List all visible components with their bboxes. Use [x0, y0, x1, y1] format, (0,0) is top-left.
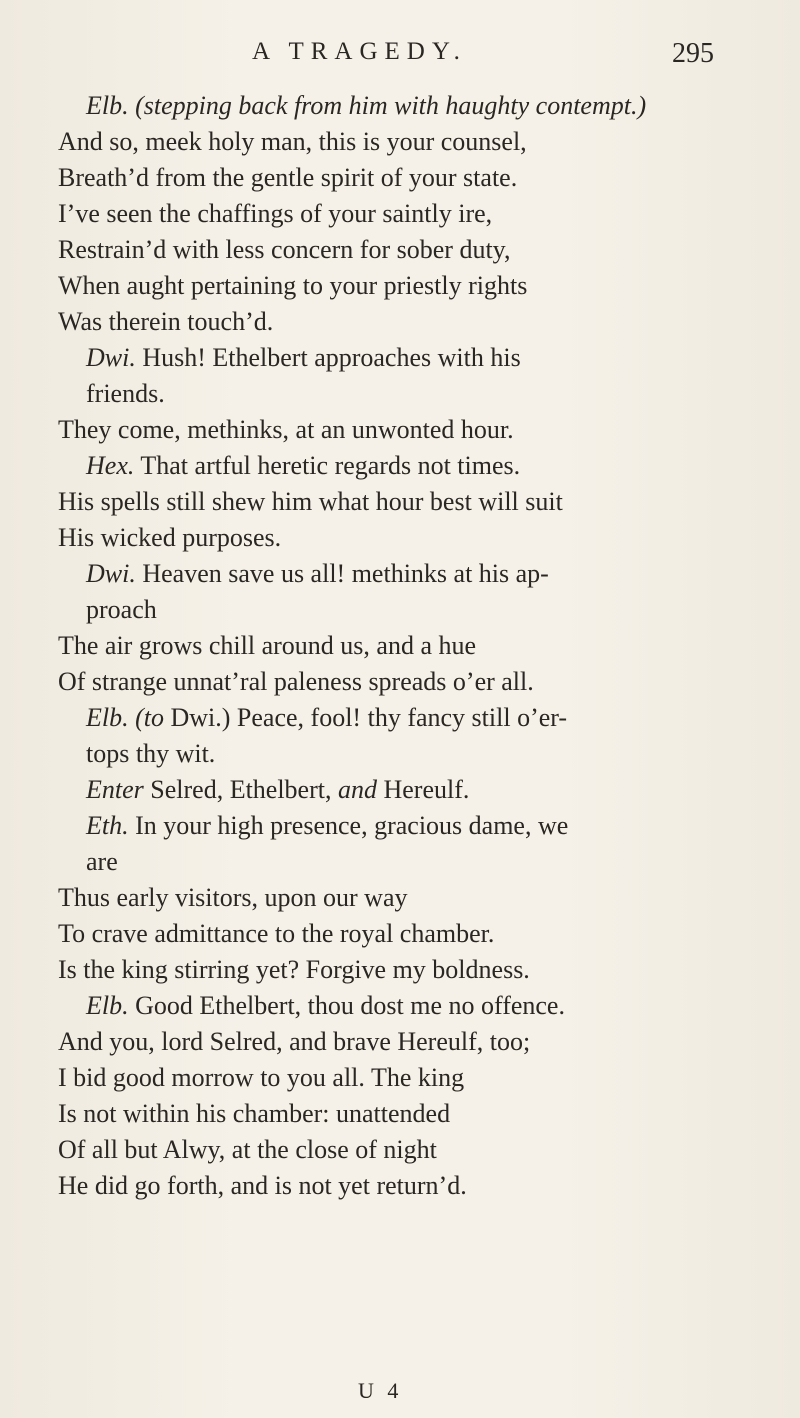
speaker-name: Hex.: [86, 451, 135, 480]
line-text: Selred, Ethelbert,: [143, 775, 338, 804]
text-line: [58, 700, 778, 736]
text-line: His spells still shew him what hour best will suit: [58, 487, 563, 516]
text-line: Was therein touch’d.: [58, 307, 274, 336]
text-line: And you, lord Selred, and brave Hereulf, too;: [58, 1027, 531, 1056]
text-line: Is not within his chamber: unattended: [58, 1099, 451, 1128]
line-text: Hereulf.: [376, 775, 470, 804]
stage-direction-and: and: [337, 775, 377, 804]
text-line: He did go forth, and is not yet return’d.: [58, 1171, 467, 1200]
text-line: [58, 556, 778, 592]
text-line: The air grows chill around us, and a hue: [58, 631, 477, 660]
text-line: [58, 448, 778, 484]
text-line: They come, methinks, at an unwonted hour.: [58, 415, 514, 444]
text-line: Is the king stirring yet? Forgive my boldness.: [58, 955, 530, 984]
speaker-name: Elb.: [86, 91, 129, 120]
stage-direction: (to: [128, 703, 164, 732]
text-line: Thus early visitors, upon our way: [58, 883, 408, 912]
text-line: tops thy wit.: [86, 739, 216, 768]
text-line: [58, 88, 778, 124]
speaker-name: Dwi.: [86, 559, 136, 588]
text-line: [58, 772, 778, 808]
text-line: When aught pertaining to your priestly rights: [58, 271, 528, 300]
running-head: [0, 38, 800, 78]
text-line: [58, 808, 778, 844]
text-line: [58, 340, 778, 376]
text-line: proach: [86, 595, 157, 624]
text-line: His wicked purposes.: [58, 523, 282, 552]
text-line: Of strange unnat’ral paleness spreads o’er all.: [58, 667, 534, 696]
text-line: friends.: [86, 379, 165, 408]
stage-direction: Enter: [86, 775, 144, 804]
speaker-name: Eth.: [86, 811, 129, 840]
text-line: I’ve seen the chaffings of your saintly ire,: [58, 199, 493, 228]
page-number: 295: [672, 38, 714, 69]
line-text: That artful heretic regards not times.: [134, 451, 521, 480]
line-text: Dwi.) Peace, fool! thy fancy still o’er-: [164, 703, 568, 732]
line-text: Good Ethelbert, thou dost me no offence.: [128, 991, 565, 1020]
text-line: I bid good morrow to you all. The king: [58, 1063, 465, 1092]
speaker-name: Elb.: [86, 991, 129, 1020]
line-text: Hush! Ethelbert approaches with his: [135, 343, 521, 372]
stage-direction: (stepping back from him with haughty contempt.): [128, 91, 647, 120]
text-line: Breath’d from the gentle spirit of your state.: [58, 163, 518, 192]
text-line: To crave admittance to the royal chamber.: [58, 919, 495, 948]
text-line: Of all but Alwy, at the close of night: [58, 1135, 437, 1164]
signature-mark: U 4: [358, 1378, 403, 1403]
running-title: A TRAGEDY.: [252, 38, 467, 65]
speaker-name: Dwi.: [86, 343, 136, 372]
line-text: Heaven save us all! methinks at his ap-: [135, 559, 549, 588]
text-line: are: [86, 847, 118, 876]
play-text: [58, 88, 778, 1204]
line-text: In your high presence, gracious dame, we: [128, 811, 569, 840]
text-line: Restrain’d with less concern for sober duty,: [58, 235, 511, 264]
speaker-name: Elb.: [86, 703, 129, 732]
text-line: And so, meek holy man, this is your counsel,: [58, 127, 527, 156]
text-line: [58, 988, 778, 1024]
